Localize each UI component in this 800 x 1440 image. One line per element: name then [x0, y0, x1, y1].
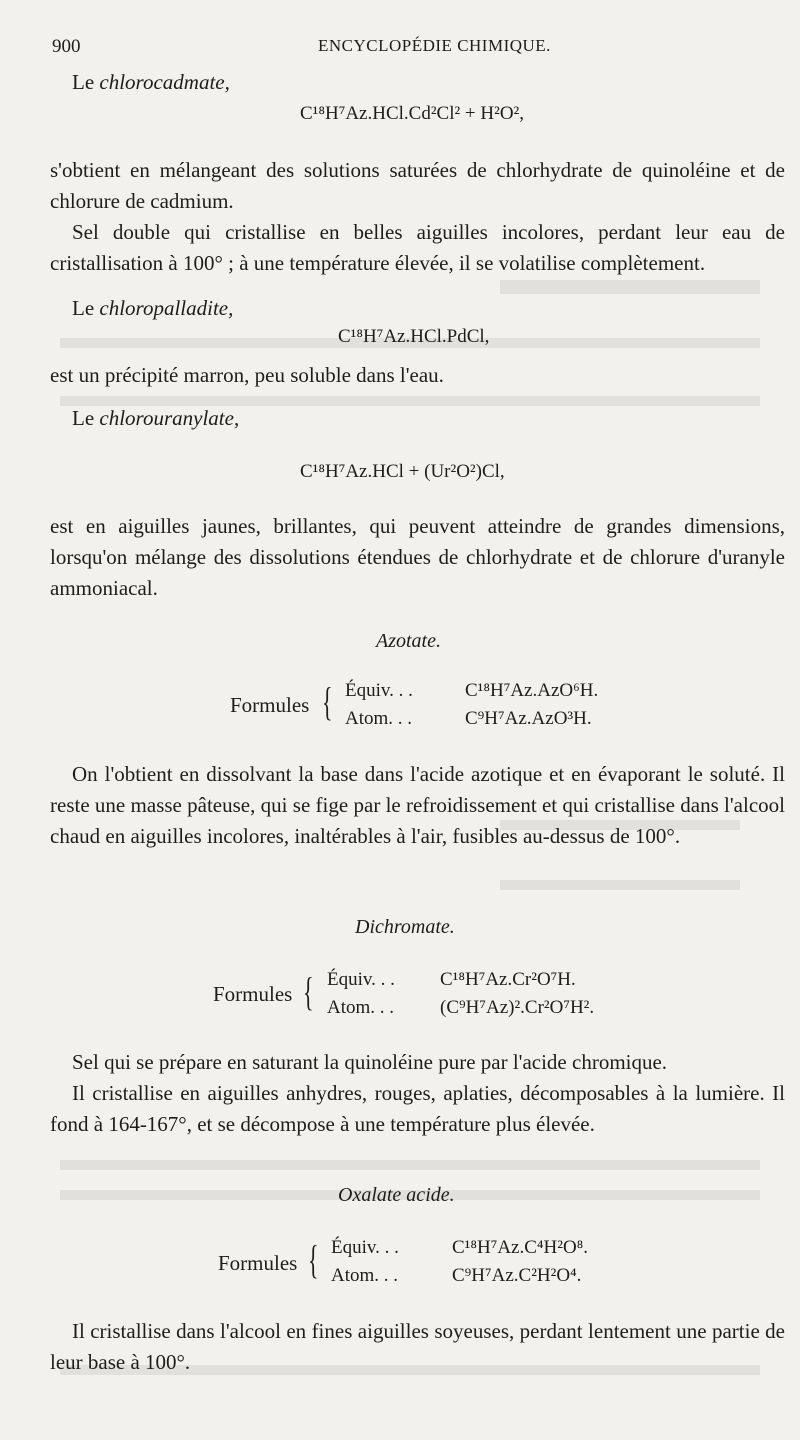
oxalate-text [50, 1316, 785, 1378]
compound-name: chlorouranylate, [99, 406, 240, 430]
azotate-heading: Azotate. [376, 630, 441, 652]
paragraph: Sel qui se prépare en saturant la quinoléine pure par l'acide chromique. [72, 1050, 668, 1074]
chlorouranylate-text [50, 511, 785, 604]
compound-name: chlorocadmate, [99, 70, 230, 94]
chlorouranylate-intro [72, 406, 239, 431]
paragraph: Sel double qui cristallise en belles aiguilles incolores, perdant leur eau de cristallisation à 100° ; à une température élevée, il se volatilise complètement. [50, 220, 785, 275]
paragraph: Il cristallise dans l'alcool en fines aiguilles soyeuses, perdant lentement une partie de leur base à 100°. [50, 1319, 785, 1374]
dichromate-text [50, 1047, 785, 1140]
dichromate-equiv-label: Équiv. . . [327, 969, 395, 990]
azotate-formules-label: Formules [230, 693, 310, 717]
paragraph: On l'obtient en dissolvant la base dans l'acide azotique et en évaporant le soluté. Il reste une masse pâteuse, qui se fige par le refroidissement et qui cristallise dans l'alcool chaud en aiguilles incolores, inaltérables à l'air, fusibles au-dessus de 100°. [50, 762, 785, 848]
azotate-equiv-formula: C¹⁸H⁷Az.AzO⁶H. [465, 680, 599, 701]
dichromate-equiv-formula: C¹⁸H⁷Az.Cr²O⁷H. [440, 969, 576, 990]
chloropalladite-text [50, 360, 785, 391]
brace-symbol: { [303, 969, 314, 1014]
oxalate-heading: Oxalate acide. [338, 1184, 455, 1206]
running-title: ENCYCLOPÉDIE CHIMIQUE. [318, 36, 551, 55]
paragraph: Il cristallise en aiguilles anhydres, rouges, aplaties, décomposables à la lumière. Il fond à 164-167°, et se décompose à une température plus élevée. [50, 1081, 785, 1136]
intro-prefix: Le [72, 70, 100, 94]
azotate-text [50, 759, 785, 852]
oxalate-equiv-label: Équiv. . . [331, 1237, 399, 1258]
compound-name: chloropalladite, [99, 296, 234, 320]
azotate-equiv-label: Équiv. . . [345, 680, 413, 701]
intro-prefix: Le [72, 406, 100, 430]
paragraph: est un précipité marron, peu soluble dans l'eau. [50, 363, 444, 387]
chlorocadmate-formula: C¹⁸H⁷Az.HCl.Cd²Cl² + H²O², [300, 103, 524, 124]
chlorocadmate-text [50, 155, 785, 279]
page-number: 900 [52, 36, 81, 57]
intro-prefix: Le [72, 296, 100, 320]
azotate-atom-formula: C⁹H⁷Az.AzO³H. [465, 708, 592, 729]
paragraph: s'obtient en mélangeant des solutions saturées de chlorhydrate de quinoléine et de chlorure de cadmium. [50, 158, 785, 213]
dichromate-heading: Dichromate. [355, 916, 455, 938]
chlorouranylate-formula: C¹⁸H⁷Az.HCl + (Ur²O²)Cl, [300, 461, 505, 482]
dichromate-formules-label: Formules [213, 982, 293, 1006]
oxalate-atom-label: Atom. . . [331, 1265, 399, 1286]
oxalate-atom-formula: C⁹H⁷Az.C²H²O⁴. [452, 1265, 582, 1286]
oxalate-formules-label: Formules [218, 1251, 298, 1275]
azotate-atom-label: Atom. . . [345, 708, 413, 729]
brace-symbol: { [322, 679, 333, 724]
chloropalladite-intro [72, 296, 233, 321]
chlorocadmate-intro [72, 70, 230, 95]
dichromate-atom-label: Atom. . . [327, 997, 395, 1018]
oxalate-equiv-formula: C¹⁸H⁷Az.C⁴H²O⁸. [452, 1237, 589, 1258]
chloropalladite-formula: C¹⁸H⁷Az.HCl.PdCl, [338, 326, 490, 347]
dichromate-atom-formula: (C⁹H⁷Az)².Cr²O⁷H². [440, 997, 595, 1018]
paragraph: est en aiguilles jaunes, brillantes, qui peuvent atteindre de grandes dimensions, lorsqu'on mélange des dissolutions étendues de chlorhydrate et de chlorure d'uranyle ammoniacal. [50, 514, 785, 600]
brace-symbol: { [308, 1237, 319, 1282]
